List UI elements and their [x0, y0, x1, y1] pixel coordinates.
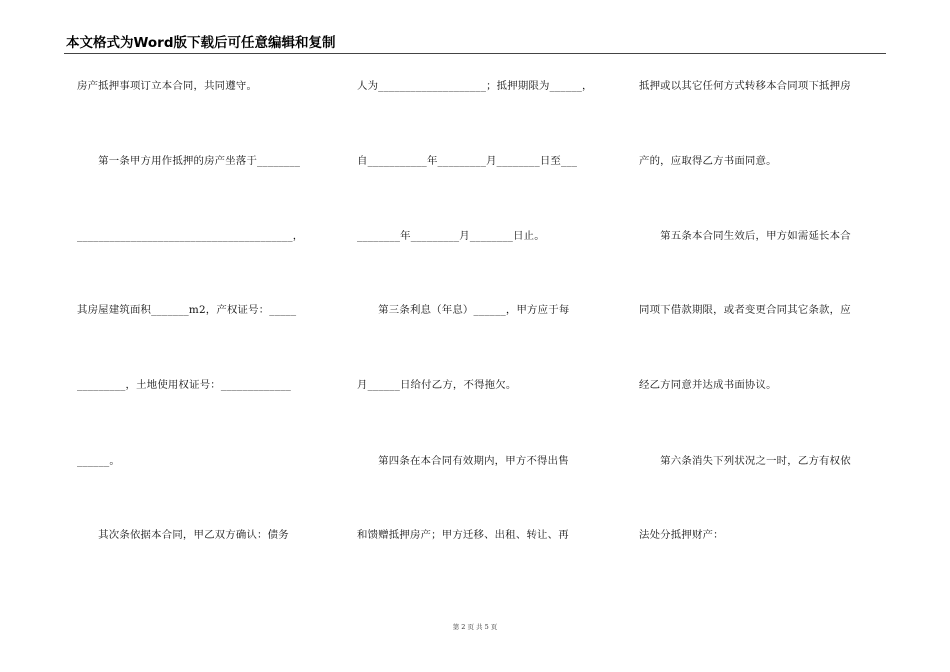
column-3-line: 经乙方同意并达成书面协议。	[639, 379, 777, 391]
column-1-line: 第一条甲方用作抵押的房产坐落于________	[77, 155, 301, 167]
column-2-line: 第四条在本合同有效期内，甲方不得出售	[357, 455, 569, 467]
column-3-line: 抵押或以其它任何方式转移本合同项下抵押房	[639, 80, 851, 92]
column-2-line: 自___________年_________月________日至___	[357, 155, 578, 167]
column-2-line: 第三条利息（年息）______，甲方应于每	[357, 304, 570, 316]
column-3-line: 同项下借款期限，或者变更合同其它条款，应	[639, 304, 851, 316]
column-1-line: ________________________________________，	[77, 230, 304, 242]
header-divider	[64, 53, 886, 54]
column-3-line: 第六条消失下列状况之一时，乙方有权依	[639, 455, 851, 467]
page-number-footer: 第 2 页 共 5 页	[452, 623, 498, 631]
column-3-line: 法处分抵押财产：	[639, 529, 724, 541]
column-1-line: 其次条依据本合同，甲乙双方确认：债务	[77, 529, 289, 541]
column-3-line: 第五条本合同生效后，甲方如需延长本合	[639, 230, 851, 242]
page-header-title: 本文格式为Word版下载后可任意编辑和复制	[66, 35, 336, 51]
column-2-line: 人为____________________；抵押期限为______，	[357, 80, 593, 92]
column-2-line: 和馈赠抵押房产；甲方迁移、出租、转让、再	[357, 529, 569, 541]
column-1-line: _________，土地使用权证号：_____________	[77, 379, 292, 391]
column-2-line: 月______日给付乙方，不得拖欠。	[357, 379, 517, 391]
column-1-line: ______。	[77, 455, 120, 467]
column-2-line: ________年_________月________日止。	[357, 230, 545, 242]
column-3-line: 产的，应取得乙方书面同意。	[639, 155, 777, 167]
column-1-line: 其房屋建筑面积_______m2，产权证号：_____	[77, 304, 297, 316]
column-1-line: 房产抵押事项订立本合同，共同遵守。	[77, 80, 258, 92]
